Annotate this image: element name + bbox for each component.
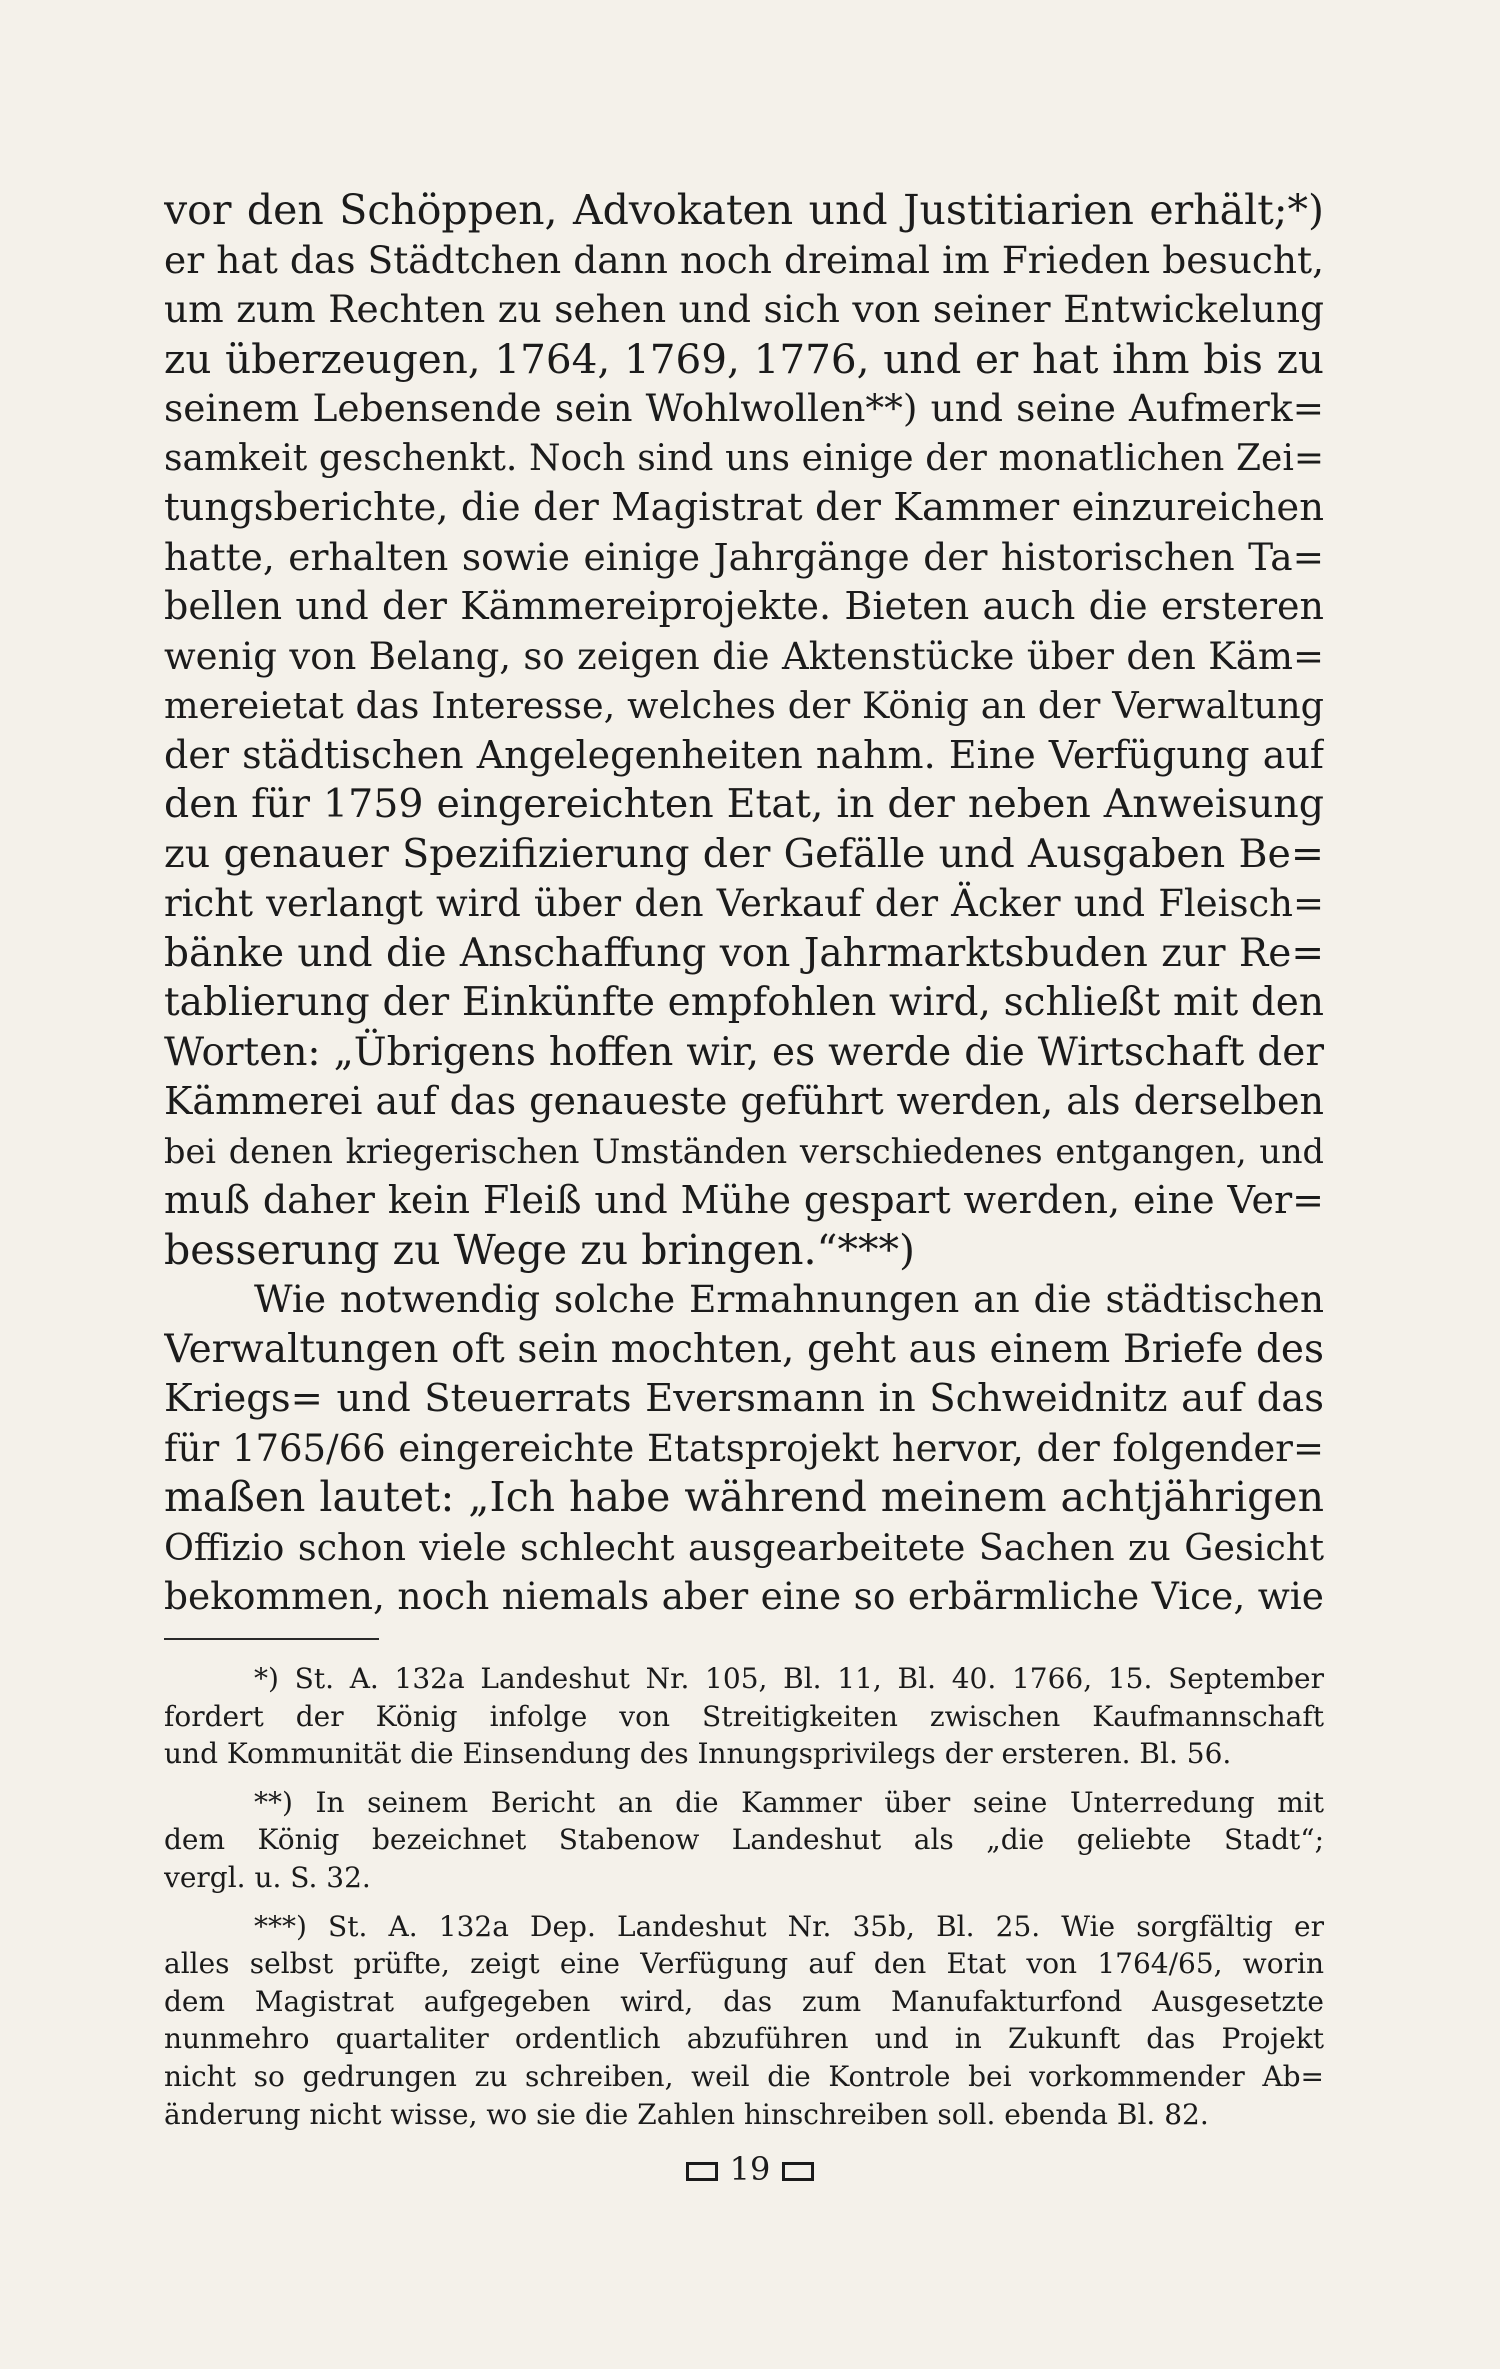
text-line: um zum Rechten zu sehen und sich von seiner Entwickelung: [164, 287, 1324, 331]
page-number: [0, 2150, 1500, 2188]
footnotes: [164, 1660, 1324, 2144]
text-line: Kriegs= und Steuerrats Eversmann in Schweidnitz auf das: [164, 1376, 1324, 1421]
text-line: besserung zu Wege zu bringen.“***): [164, 1225, 915, 1274]
text-line: maßen lautet: „Ich habe während meinem achtjährigen: [164, 1473, 1324, 1521]
text-line: für 1765/66 eingereichte Etatsprojekt hervor, der folgender=: [164, 1426, 1324, 1470]
footnote-line: änderung nicht wisse, wo sie die Zahlen hinschreiben soll. ebenda Bl. 82.: [164, 2097, 1209, 2131]
text-line: bekommen, noch niemals aber eine so erbärmliche Vice, wie: [164, 1574, 1324, 1618]
text-line: samkeit geschenkt. Noch sind uns einige der monatlichen Zei=: [164, 437, 1324, 479]
text-line: den für 1759 eingereichten Etat, in der neben Anweisung: [164, 781, 1324, 827]
text-line: Kämmerei auf das genaueste geführt werden, als derselben: [164, 1079, 1324, 1123]
footnote-line: vergl. u. S. 32.: [164, 1860, 371, 1894]
footnote-line: nicht so gedrungen zu schreiben, weil die Kontrole bei vorkommender Ab=: [164, 2059, 1324, 2093]
text-line: zu überzeugen, 1764, 1769, 1776, und er hat ihm bis zu: [164, 334, 1324, 383]
text-line: Verwaltungen oft sein mochten, geht aus einem Briefe des: [164, 1326, 1324, 1372]
main-text: [164, 186, 1324, 1622]
footnote-line: dem König bezeichnet Stabenow Landeshut als „die geliebte Stadt“;: [164, 1823, 1324, 1857]
text-line: hatte, erhalten sowie einige Jahrgänge der historischen Ta=: [164, 534, 1324, 579]
footnote-line: fordert der König infolge von Streitigkeiten zwischen Kaufmannschaft: [164, 1699, 1324, 1733]
text-line: wenig von Belang, so zeigen die Aktenstücke über den Käm=: [164, 634, 1324, 678]
text-line: tablierung der Einkünfte empfohlen wird, schließt mit den: [164, 980, 1324, 1025]
text-line: Offizio schon viele schlecht ausgearbeitete Sachen zu Gesicht: [164, 1525, 1324, 1569]
text-line: muß daher kein Fleiß und Mühe gespart werden, eine Ver=: [164, 1178, 1324, 1222]
footnote-line: *) St. A. 132a Landeshut Nr. 105, Bl. 11, Bl. 40. 1766, 15. September: [254, 1662, 1324, 1695]
footnote-line: nunmehro quartaliter ordentlich abzuführen und in Zukunft das Projekt: [164, 2022, 1324, 2056]
text-line: zu genauer Spezifizierung der Gefälle und Ausgaben Be=: [164, 830, 1324, 877]
footnote-1: [164, 1660, 1324, 1773]
footnote-line: dem Magistrat aufgegeben wird, das zum Manufakturfond Ausgesetzte: [164, 1984, 1324, 2018]
footnote-line: ***) St. A. 132a Dep. Landeshut Nr. 35b, Bl. 25. Wie sorgfältig er: [254, 1909, 1324, 1943]
text-line: bellen und der Kämmereiprojekte. Bieten auch die ersteren: [164, 584, 1324, 628]
text-line: bei denen kriegerischen Umständen verschiedenes entgangen, und: [164, 1131, 1324, 1171]
text-line: seinem Lebensende sein Wohlwollen**) und seine Aufmerk=: [164, 386, 1324, 430]
text-line: Wie notwendig solche Ermahnungen an die städtischen: [254, 1277, 1324, 1321]
box-ornament-icon: [782, 2162, 814, 2181]
text-line: tungsberichte, die der Magistrat der Kammer einzureichen: [164, 485, 1324, 530]
footnote-3: [164, 1908, 1324, 2134]
text-line: mereietat das Interesse, welches der König an der Verwaltung: [164, 684, 1324, 727]
footnote-divider: [164, 1638, 379, 1640]
text-line: bänke und die Anschaffung von Jahrmarktsbuden zur Re=: [164, 930, 1324, 976]
text-line: der städtischen Angelegenheiten nahm. Eine Verfügung auf: [164, 732, 1324, 777]
text-line: richt verlangt wird über den Verkauf der Äcker und Fleisch=: [164, 882, 1324, 925]
box-ornament-icon: [686, 2162, 718, 2181]
footnote-line: und Kommunität die Einsendung des Innungsprivilegs der ersteren. Bl. 56.: [164, 1737, 1232, 1771]
text-line: er hat das Städtchen dann noch dreimal im Frieden besucht,: [164, 237, 1324, 282]
footnote-line: alles selbst prüfte, zeigt eine Verfügung auf den Etat von 1764/65, worin: [164, 1947, 1324, 1981]
text-line: vor den Schöppen, Advokaten und Justitiarien erhält;*): [164, 186, 1324, 234]
footnote-line: **) In seinem Bericht an die Kammer über seine Unterredung mit: [254, 1785, 1324, 1819]
text-line: Worten: „Übrigens hoffen wir, es werde die Wirtschaft der: [164, 1029, 1324, 1075]
footnote-2: [164, 1784, 1324, 1897]
page-number-value: 19: [729, 2150, 771, 2188]
